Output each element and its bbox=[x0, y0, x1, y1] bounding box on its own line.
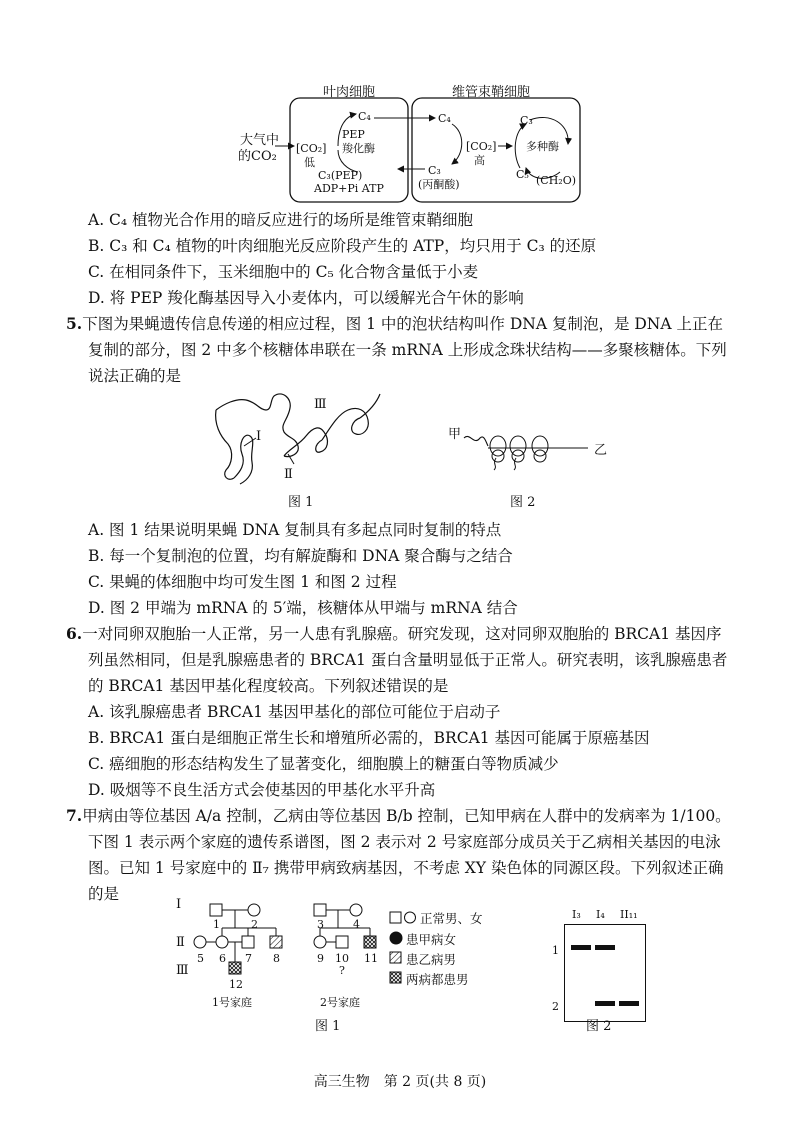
bundle-sheath-label: 维管束鞘细胞 bbox=[452, 85, 531, 100]
q5-stem-line3: 说法正确的是 bbox=[88, 367, 182, 385]
ind-7 bbox=[242, 936, 254, 948]
q7-fig1-caption: 图 1 bbox=[315, 1019, 341, 1034]
c5-label: C₅ bbox=[516, 168, 529, 181]
co2-low-b: 低 bbox=[304, 156, 315, 169]
q6-option-d: D. 吸烟等不良生活方式会使基因的甲基化水平升高 bbox=[88, 781, 436, 799]
q5-option-d: D. 图 2 甲端为 mRNA 的 5′端，核糖体从甲端与 mRNA 结合 bbox=[88, 599, 518, 617]
c4-left: C₄ bbox=[358, 110, 371, 123]
q6-number: 6. bbox=[66, 624, 83, 643]
id-3: 3 bbox=[317, 918, 324, 931]
q5-fig1-caption: 图 1 bbox=[288, 495, 314, 510]
q7-stem-line3: 图。已知 1 号家庭中的 Ⅱ₇ 携带甲病致病基因，不考虑 XY 染色体的同源区段。下列叙述正确 bbox=[88, 859, 724, 877]
q6-option-c: C. 癌细胞的形态结构发生了显著变化，细胞膜上的糖蛋白等物质减少 bbox=[88, 755, 559, 773]
q4-option-c: C. 在相同条件下，玉米细胞中的 C₅ 化合物含量低于小麦 bbox=[88, 263, 479, 281]
enzymes-label: 多种酶 bbox=[526, 140, 559, 153]
ch2o-label: (CH₂O) bbox=[536, 174, 577, 187]
pep-label-1: PEP bbox=[342, 128, 365, 141]
c3-right: C₃ bbox=[428, 164, 441, 177]
q7-number: 7. bbox=[66, 806, 83, 825]
q5-figure-1 bbox=[210, 380, 390, 510]
band-I4-2 bbox=[595, 1001, 615, 1006]
ind-1 bbox=[210, 904, 222, 916]
gen-I: Ⅰ bbox=[176, 897, 182, 912]
pep-label-2: 羧化酶 bbox=[342, 142, 375, 155]
gel-band-label-2: 2 bbox=[552, 1000, 559, 1013]
ind-12 bbox=[229, 962, 241, 974]
ind-3 bbox=[314, 904, 326, 916]
family2-label: 2号家庭 bbox=[320, 996, 360, 1009]
legend-yi-male: 患乙病男 bbox=[406, 952, 457, 967]
id-5: 5 bbox=[197, 952, 204, 965]
id-1: 1 bbox=[213, 918, 220, 931]
id-9: 9 bbox=[317, 952, 324, 965]
adp-atp-label: ADP+Pi ATP bbox=[314, 182, 384, 195]
id-12: 12 bbox=[229, 978, 243, 991]
pedigree-legend bbox=[388, 906, 528, 996]
q7-fig2-caption: 图 2 bbox=[586, 1019, 612, 1034]
q5-stem-line2: 复制的部分，图 2 中多个核糖体串联在一条 mRNA 上形成念珠状结构——多聚核糖体。下列 bbox=[88, 341, 727, 359]
fig1-label-I: Ⅰ bbox=[256, 429, 262, 444]
band-I4-1 bbox=[595, 945, 615, 950]
q7-stem-line4: 的是 bbox=[88, 885, 120, 903]
q7-stem-line1: 7.甲病由等位基因 A/a 控制，乙病由等位基因 B/b 控制，已知甲病在人群中的发病率为 1/100。 bbox=[66, 806, 731, 825]
atm-label-2: 的CO₂ bbox=[238, 149, 277, 164]
unknown-mark: ? bbox=[339, 964, 345, 977]
legend-crosshatch-square-icon bbox=[390, 972, 401, 983]
q6-option-b: B. BRCA1 蛋白是细胞正常生长和增殖所必需的，BRCA1 基因可能属于原癌基因 bbox=[88, 729, 650, 747]
q6-option-a: A. 该乳腺癌患者 BRCA1 基因甲基化的部位可能位于启动子 bbox=[88, 703, 501, 721]
q6-stem-line1: 6.一对同卵双胞胎一人正常，另一人患有乳腺癌。研究发现，这对同卵双胞胎的 BRCA1 基因序 bbox=[66, 624, 722, 643]
fig1-label-III: Ⅲ bbox=[314, 397, 327, 412]
legend-filled-circle-icon bbox=[390, 932, 402, 944]
q7-stem-line2: 下图 1 表示两个家庭的遗传系谱图，图 2 表示对 2 号家庭部分成员关于乙病相关基因的电泳 bbox=[88, 833, 721, 851]
band-I3-1 bbox=[571, 945, 591, 950]
q5-fig2-caption: 图 2 bbox=[510, 495, 536, 510]
q5-stem-line1: 5.下图为果蝇遗传信息传递的相应过程，图 1 中的泡状结构叫作 DNA 复制泡，是 DNA 上正在 bbox=[66, 314, 723, 333]
legend-square-icon bbox=[390, 912, 401, 923]
co2-low-a: [CO₂] bbox=[296, 142, 327, 155]
q6-stem-line2: 列虽然相同，但是乳腺癌患者的 BRCA1 蛋白含量明显低于正常人。研究表明，该乳腺癌患者 bbox=[88, 651, 728, 669]
q5-figure-2 bbox=[448, 424, 618, 474]
legend-jia-female: 患甲病女 bbox=[406, 932, 457, 947]
family1-label: 1号家庭 bbox=[212, 996, 252, 1009]
ind-5 bbox=[194, 936, 206, 948]
ind-9 bbox=[314, 936, 326, 948]
c4-pathway-diagram bbox=[230, 84, 590, 204]
id-7: 7 bbox=[245, 952, 252, 965]
gel-lane-2: I₄ bbox=[596, 908, 605, 921]
legend-circle-icon bbox=[405, 912, 416, 923]
q5-number: 5. bbox=[66, 314, 83, 333]
c4-decarbox-arrow bbox=[452, 124, 462, 164]
calvin-arc-3 bbox=[515, 124, 526, 168]
q4-option-d: D. 将 PEP 羧化酶基因导入小麦体内，可以缓解光合午休的影响 bbox=[88, 289, 524, 307]
ind-6 bbox=[216, 936, 228, 948]
gel-lane-1: I₃ bbox=[572, 908, 581, 921]
q5-option-a: A. 图 1 结果说明果蝇 DNA 复制具有多起点同时复制的特点 bbox=[88, 521, 502, 539]
legend-hatched-square-icon bbox=[390, 952, 401, 963]
pedigree-figure bbox=[170, 898, 390, 1018]
fig1-label-II: Ⅱ bbox=[284, 467, 293, 482]
polyribosome-svg bbox=[448, 424, 618, 474]
gel-band-label-1: 1 bbox=[552, 944, 559, 957]
band-II11-2 bbox=[619, 1001, 639, 1006]
atm-label-1: 大气中 bbox=[240, 133, 280, 148]
gel-figure bbox=[548, 904, 658, 1034]
id-4: 4 bbox=[353, 918, 360, 931]
ind-4 bbox=[350, 904, 362, 916]
gel-box bbox=[564, 924, 646, 1022]
dna-replication-bubbles bbox=[210, 380, 390, 510]
c3pep-label: C₃(PEP) bbox=[318, 169, 363, 182]
ind-2 bbox=[248, 904, 260, 916]
mesophyll-label: 叶肉细胞 bbox=[323, 85, 376, 100]
legend-both-male: 两病都患男 bbox=[406, 972, 469, 987]
co2-high-b: 高 bbox=[474, 154, 485, 167]
c4-right: C₄ bbox=[438, 112, 451, 125]
id-8: 8 bbox=[273, 952, 280, 965]
fig2-label-yi: 乙 bbox=[594, 443, 608, 458]
page-footer: 高三生物 第 2 页(共 8 页) bbox=[313, 1074, 487, 1090]
id-2: 2 bbox=[251, 918, 258, 931]
q5-option-b: B. 每一个复制泡的位置，均有解旋酶和 DNA 聚合酶与之结合 bbox=[88, 547, 513, 565]
ind-8 bbox=[270, 936, 282, 948]
q5-option-c: C. 果蝇的体细胞中均可发生图 1 和图 2 过程 bbox=[88, 573, 397, 591]
q4-option-a: A. C₄ 植物光合作用的暗反应进行的场所是维管束鞘细胞 bbox=[88, 211, 474, 229]
co2-high-a: [CO₂] bbox=[466, 140, 497, 153]
c3-cycle: C₃ bbox=[520, 114, 533, 127]
gel-lane-3: II₁₁ bbox=[620, 908, 638, 921]
legend-normal: 正常男、女 bbox=[420, 911, 483, 926]
id-11: 11 bbox=[364, 952, 378, 965]
id-6: 6 bbox=[219, 952, 226, 965]
gen-III: Ⅲ bbox=[176, 963, 189, 978]
gen-II: Ⅱ bbox=[176, 935, 185, 950]
pyruvate-label: (丙酮酸) bbox=[418, 178, 460, 191]
q4-option-b: B. C₃ 和 C₄ 植物的叶肉细胞光反应阶段产生的 ATP，均只用于 C₃ 的还原 bbox=[88, 237, 597, 255]
id-10: 10 bbox=[335, 952, 349, 965]
fig2-label-jia: 甲 bbox=[448, 427, 462, 442]
ind-11 bbox=[364, 936, 376, 948]
q6-stem-line3: 的 BRCA1 基因甲基化程度较高。下列叙述错误的是 bbox=[88, 677, 449, 695]
ind-10 bbox=[336, 936, 348, 948]
